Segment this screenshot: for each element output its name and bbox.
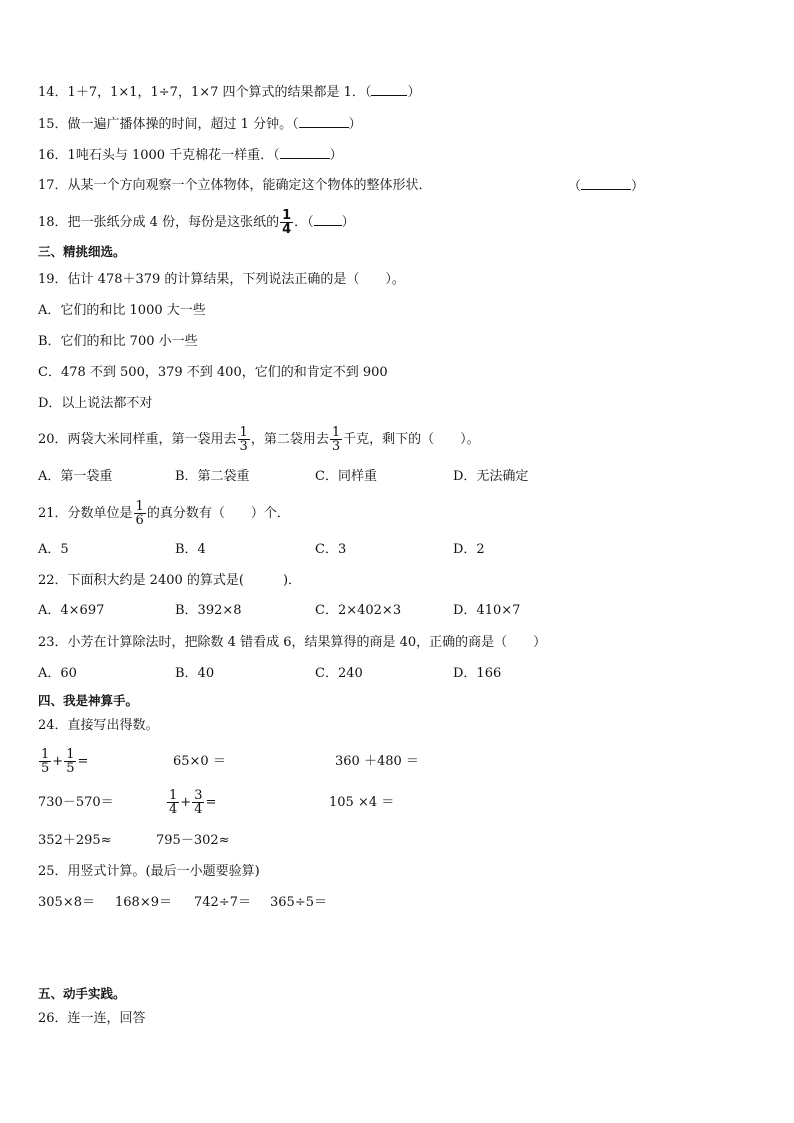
denominator: 4 [194,802,203,817]
question-16-close: ） [329,148,343,163]
q19-option-b[interactable]: B．它们的和比 700 小一些 [38,334,198,349]
question-17-answer [568,177,644,196]
denominator: 6 [135,513,144,528]
question-17-text: 17．从某一个方向观察一个立体物体，能确定这个物体的整体形状． [38,178,432,193]
fraction-one-fifth-a [39,748,51,775]
q19-option-a[interactable]: A．它们的和比 1000 大一些 [38,303,206,318]
q24-item-7: 352＋295≈ [38,833,112,848]
question-17-close: ） [631,179,645,194]
numerator: 1 [41,747,50,762]
plus-sign: + [52,754,64,769]
section-5-heading: 五、动手实践。 [38,986,126,1001]
q25-item-4: 365÷5＝ [270,895,327,910]
equals-sign: = [77,754,89,769]
fraction-three-quarters [192,789,204,816]
answer-blank-18[interactable] [314,213,342,226]
q24-item-6: 105 ×4 ＝ [329,795,395,810]
fraction-one-fifth-b [64,748,76,775]
question-16 [38,146,343,165]
answer-blank-14[interactable] [371,83,407,96]
denominator: 3 [331,439,341,454]
q25-item-2: 168×9＝ [115,895,172,910]
q25-item-1: 305×8＝ [38,895,95,910]
question-20-mid: ，第二袋用去 [250,432,329,447]
question-14 [38,83,420,102]
numerator: 1 [282,208,292,223]
denominator: 4 [169,802,178,817]
question-20-stem [38,423,480,457]
question-14-close: ） [407,85,421,100]
question-18 [38,208,355,238]
question-25-stem: 25．用竖式计算。(最后一小题要验算) [38,864,260,879]
q24-item-5 [166,786,216,820]
equals-sign: = [205,795,217,810]
q21-option-c[interactable]: C．3 [315,542,347,557]
q20-option-b[interactable]: B．第二袋重 [175,469,250,484]
question-15-text: 15．做一遍广播体操的时间，超过 1 分钟。（ [38,117,299,132]
numerator: 1 [169,788,178,803]
section-3-heading: 三、精挑细选。 [38,244,126,259]
question-20-post: 千克，剩下的（ ）。 [343,432,480,447]
question-14-text: 14．1＋7，1×1，1÷7，1×7 四个算式的结果都是 1．（ [38,85,372,100]
question-18-pre: 18．把一张纸分成 4 份，每份是这张纸的 [38,215,280,230]
question-21-post: 的真分数有（ ）个． [146,506,290,521]
q23-option-c[interactable]: C．240 [315,666,363,681]
q22-option-c[interactable]: C．2×402×3 [315,603,402,618]
q20-option-a[interactable]: A．第一袋重 [38,469,113,484]
q20-option-c[interactable]: C．同样重 [315,469,377,484]
question-18-post: ．（ [294,215,314,230]
q24-item-1 [38,745,88,779]
fraction-one-quarter [280,209,293,236]
question-19-stem: 19．估计 478＋379 的计算结果，下列说法正确的是（ ）。 [38,272,405,287]
q22-option-d[interactable]: D．410×7 [453,603,521,618]
section-4-heading: 四、我是神算手。 [38,693,139,708]
denominator: 3 [239,439,248,454]
numerator: 3 [194,788,203,803]
fraction-one-third-a [238,426,250,453]
q19-option-d[interactable]: D．以上说法都不对 [38,396,153,411]
q21-option-b[interactable]: B．4 [175,542,206,557]
plus-sign: + [180,795,192,810]
q24-item-8: 795－302≈ [156,833,230,848]
q19-option-c[interactable]: C．478 不到 500，379 不到 400，它们的和肯定不到 900 [38,365,388,380]
q20-option-d[interactable]: D．无法确定 [453,469,529,484]
question-24-stem: 24．直接写出得数。 [38,718,159,733]
fraction-one-sixth [134,500,146,527]
question-22-stem: 22．下面积大约是 2400 的算式是( )． [38,573,302,588]
q21-option-a[interactable]: A．5 [38,542,69,557]
question-17 [38,177,432,195]
q22-option-a[interactable]: A．4×697 [38,603,105,618]
answer-blank-16[interactable] [280,146,330,159]
question-21-stem [38,497,290,531]
denominator: 4 [282,222,292,237]
q24-item-2: 65×0 ＝ [173,754,226,769]
q24-item-4: 730－570＝ [38,795,114,810]
answer-blank-15[interactable] [299,115,349,128]
numerator: 1 [331,425,341,440]
fraction-one-quarter-b [167,789,179,816]
question-20-pre: 20．两袋大米同样重，第一袋用去 [38,432,237,447]
question-23-stem: 23．小芳在计算除法时，把除数 4 错看成 6，结果算得的商是 40，正确的商是（ ） [38,635,547,650]
q24-item-3: 360 ＋480 ＝ [335,754,419,769]
question-15-close: ） [348,117,362,132]
numerator: 1 [135,499,144,514]
denominator: 5 [41,761,50,776]
denominator: 5 [66,761,75,776]
fraction-one-third-b [330,426,342,453]
q22-option-b[interactable]: B．392×8 [175,603,242,618]
q23-option-d[interactable]: D．166 [453,666,502,681]
q21-option-d[interactable]: D．2 [453,542,485,557]
question-17-open: （ [568,179,582,194]
question-21-pre: 21．分数单位是 [38,506,133,521]
question-15 [38,115,362,134]
question-16-text: 16．1吨石头与 1000 千克棉花一样重．（ [38,148,280,163]
q23-option-a[interactable]: A．60 [38,666,77,681]
answer-blank-17[interactable] [581,177,631,190]
q23-option-b[interactable]: B．40 [175,666,215,681]
numerator: 1 [239,425,248,440]
question-26-stem: 26．连一连，回答 [38,1011,146,1026]
question-18-close: ） [341,215,355,230]
numerator: 1 [66,747,75,762]
q25-item-3: 742÷7＝ [194,895,251,910]
